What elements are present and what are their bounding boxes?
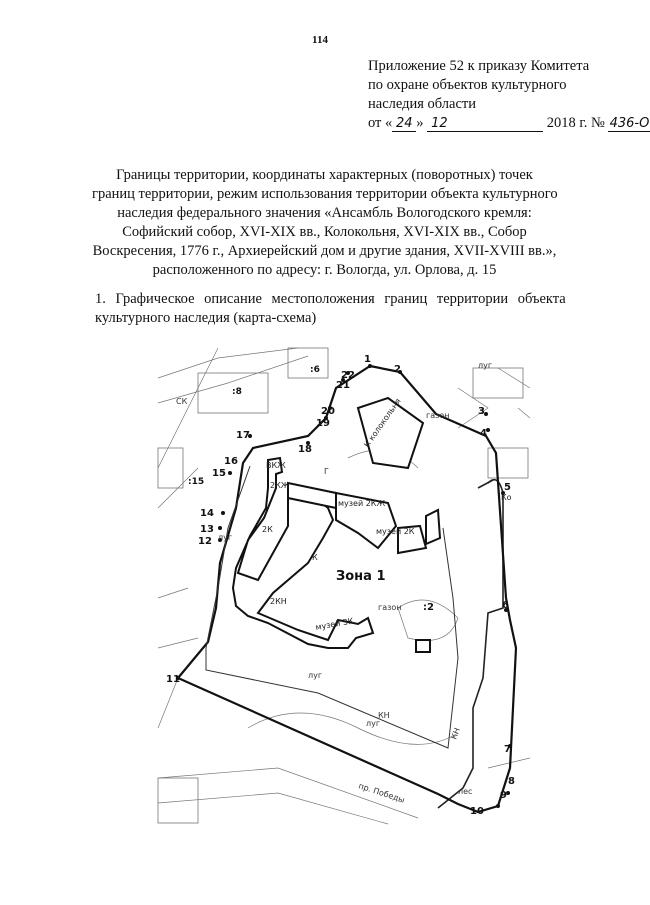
date-day: 24 (392, 117, 416, 132)
point-2-inner-label: :2 (423, 602, 434, 613)
label-kn-1: КН (449, 726, 462, 741)
boundary-map (158, 348, 530, 824)
label-meadow-3: луг (218, 533, 233, 542)
title-line-4: Софийский собор, XVI-XIX вв., Колокольня, XVI-XIX вв., Собор (122, 224, 527, 240)
label-wing-1: 2КЖ (270, 481, 290, 490)
point-label-5: 5 (504, 482, 511, 493)
point-label-4: 4 (480, 428, 487, 439)
date-mid: » (416, 115, 424, 131)
label-wing-4: ВКЖ (266, 461, 286, 470)
label-street: пр. Победы (357, 781, 406, 805)
point-label-2: 2 (394, 364, 401, 375)
appendix-line-1: Приложение 52 к приказу Комитета (368, 58, 590, 74)
point-label-7: 7 (504, 744, 511, 755)
point-label-1: 1 (364, 354, 371, 365)
cadastral-label-6: :6 (310, 365, 320, 375)
section-line-2: культурного наследия (карта-схема) (95, 310, 317, 326)
section-line-1: 1. Графическое описание местоположения границ территории объекта (95, 291, 566, 307)
label-meadow-1: луг (308, 671, 323, 680)
label-meadow-2: луг (366, 719, 381, 728)
map-svg (158, 348, 530, 824)
label-gg: Г (324, 467, 329, 476)
label-wing-2: 2К (262, 525, 273, 534)
title-line-1: Границы территории, координаты характерных (поворотных) точек (116, 167, 533, 183)
point-label-17: 17 (236, 430, 250, 441)
document-title (92, 166, 557, 280)
label-k-center: К (312, 553, 318, 562)
section-heading (95, 290, 605, 328)
point-label-14: 14 (200, 508, 214, 519)
label-lawn-1: газон (426, 411, 450, 420)
label-sk: СК (176, 397, 188, 406)
appendix-header (368, 57, 650, 133)
page-number: 114 (312, 34, 328, 46)
appendix-line-3: наследия области (368, 96, 477, 112)
cadastral-label-15: :15 (188, 477, 205, 487)
label-wing-3: 2КН (270, 597, 287, 606)
zone-label: Зона 1 (336, 569, 386, 584)
label-belltower: К колокольня (362, 396, 403, 450)
point-label-22: 22 (341, 370, 355, 381)
point-label-10: 10 (470, 806, 484, 817)
title-line-2: границ территории, режим использования территории объекта культурного (92, 186, 558, 202)
title-line-5: Воскресения, 1776 г., Архиерейский дом и другие здания, XVII-XVIII вв.», (92, 243, 557, 259)
point-label-20: 20 (321, 406, 335, 417)
point-label-3: 3 (478, 406, 485, 417)
title-line-6: расположенного по адресу: г. Вологда, ул. Орлова, д. 15 (152, 262, 497, 278)
label-museum-3: музей 3К (314, 616, 355, 632)
label-tower: Ко (501, 493, 512, 502)
point-label-6: 6 (502, 600, 509, 611)
point-label-15: 15 (212, 468, 226, 479)
order-number: 436-О (609, 116, 650, 131)
point-label-16: 16 (224, 456, 238, 467)
title-line-3: наследия федерального значения «Ансамбль Вологодского кремля: (117, 205, 532, 221)
point-label-18: 18 (298, 444, 312, 455)
date-year: 2018 г. № (546, 115, 605, 131)
point-label-21: 21 (336, 380, 350, 391)
label-meadow-4: луг (478, 361, 493, 370)
point-label-19: 19 (316, 418, 330, 429)
point-label-13: 13 (200, 524, 214, 535)
label-kn-2: КН (378, 711, 390, 720)
point-label-8: 8 (508, 776, 515, 787)
date-prefix: от « (368, 115, 393, 131)
appendix-line-2: по охране объектов культурного (368, 77, 567, 93)
point-label-12: 12 (198, 536, 212, 547)
label-forest: лес (458, 787, 473, 796)
appendix-date-line (368, 114, 650, 133)
label-museum-2: музей 2К (376, 527, 415, 536)
point-label-11: 11 (166, 674, 180, 685)
label-museum-1: музей 2КЖ (338, 499, 386, 508)
label-lawn-2: газон (378, 603, 402, 612)
date-month: 12 (427, 117, 543, 132)
cadastral-label-8: :8 (232, 387, 242, 397)
point-label-9: 9 (500, 790, 507, 801)
